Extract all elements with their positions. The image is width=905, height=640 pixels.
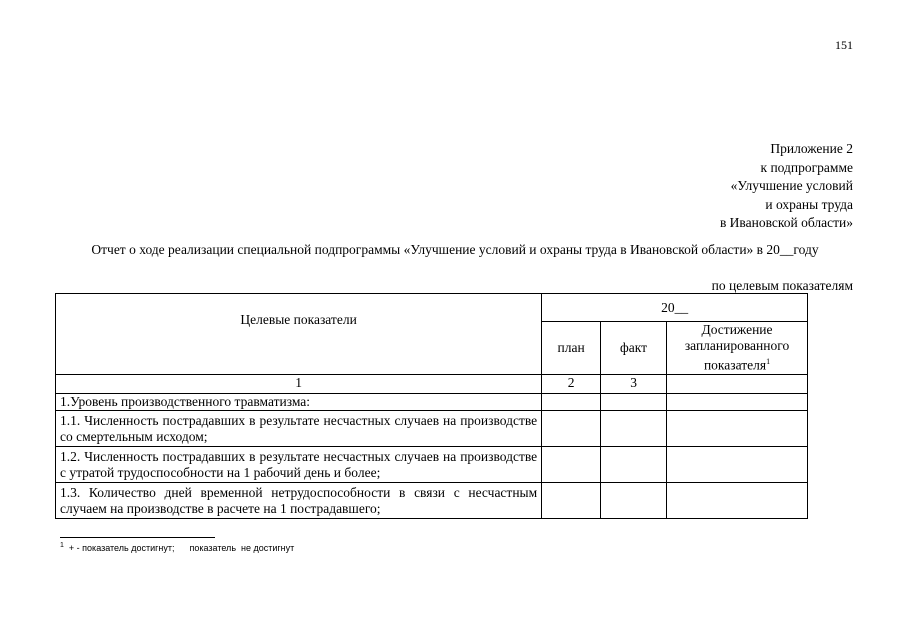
indicator-cell: 1.2. Численность пострадавших в результате несчастных случаев на производстве с утратой трудоспособности на 1 рабочий день и более; <box>56 446 542 482</box>
table-row <box>56 393 808 410</box>
achievement-cell <box>667 446 808 482</box>
numbering-cell <box>667 374 808 393</box>
numbering-cell: 1 <box>56 374 542 393</box>
header-plan: план <box>542 322 601 375</box>
document-title: Отчет о ходе реализации специальной подпрограммы «Улучшение условий и охраны труда в Ивановской области» в 20__году <box>91 242 819 257</box>
header-achievement-label: Достижение запланированного показателя <box>684 322 790 373</box>
plan-cell <box>542 446 601 482</box>
appendix-line: Приложение 2 <box>770 141 853 156</box>
numbering-row <box>56 374 808 393</box>
footnote-divider <box>60 537 215 538</box>
footnote-ref: 1 <box>766 357 771 366</box>
appendix-header <box>553 140 853 233</box>
footnote-text: + - показатель достигнут; показатель не достигнут <box>68 543 295 553</box>
table-row <box>56 446 808 482</box>
numbering-cell: 2 <box>542 374 601 393</box>
appendix-line: «Улучшение условий <box>730 178 853 193</box>
indicator-cell: 1.Уровень производственного травматизма: <box>56 393 542 410</box>
numbering-cell: 3 <box>601 374 667 393</box>
footnote-mark: 1 <box>60 542 64 549</box>
fact-cell <box>601 410 667 446</box>
page-number: 151 <box>835 38 853 52</box>
table-row <box>56 410 808 446</box>
appendix-line: к подпрограмме <box>760 159 853 175</box>
plan-cell <box>542 393 601 410</box>
appendix-line: и охраны труда <box>765 196 853 212</box>
report-table <box>55 293 808 519</box>
header-achievement <box>667 322 808 375</box>
table-caption: по целевым показателям <box>711 278 853 293</box>
table-row <box>56 482 808 518</box>
plan-cell <box>542 482 601 518</box>
fact-cell <box>601 482 667 518</box>
header-year: 20__ <box>542 294 808 322</box>
achievement-cell <box>667 482 808 518</box>
indicator-cell: 1.1. Численность пострадавших в результате несчастных случаев на производстве со смертельным исходом; <box>56 410 542 446</box>
fact-cell <box>601 446 667 482</box>
plan-cell <box>542 410 601 446</box>
appendix-line: в Ивановской области» <box>719 215 853 230</box>
header-fact: факт <box>601 322 667 375</box>
fact-cell <box>601 393 667 410</box>
indicator-cell: 1.3. Количество дней временной нетрудоспособности в связи с несчастным случаем на производстве в расчете на 1 пострадавшего; <box>56 482 542 518</box>
header-indicators: Целевые показатели <box>56 294 542 375</box>
achievement-cell <box>667 393 808 410</box>
achievement-cell <box>667 410 808 446</box>
footnote <box>60 542 294 553</box>
